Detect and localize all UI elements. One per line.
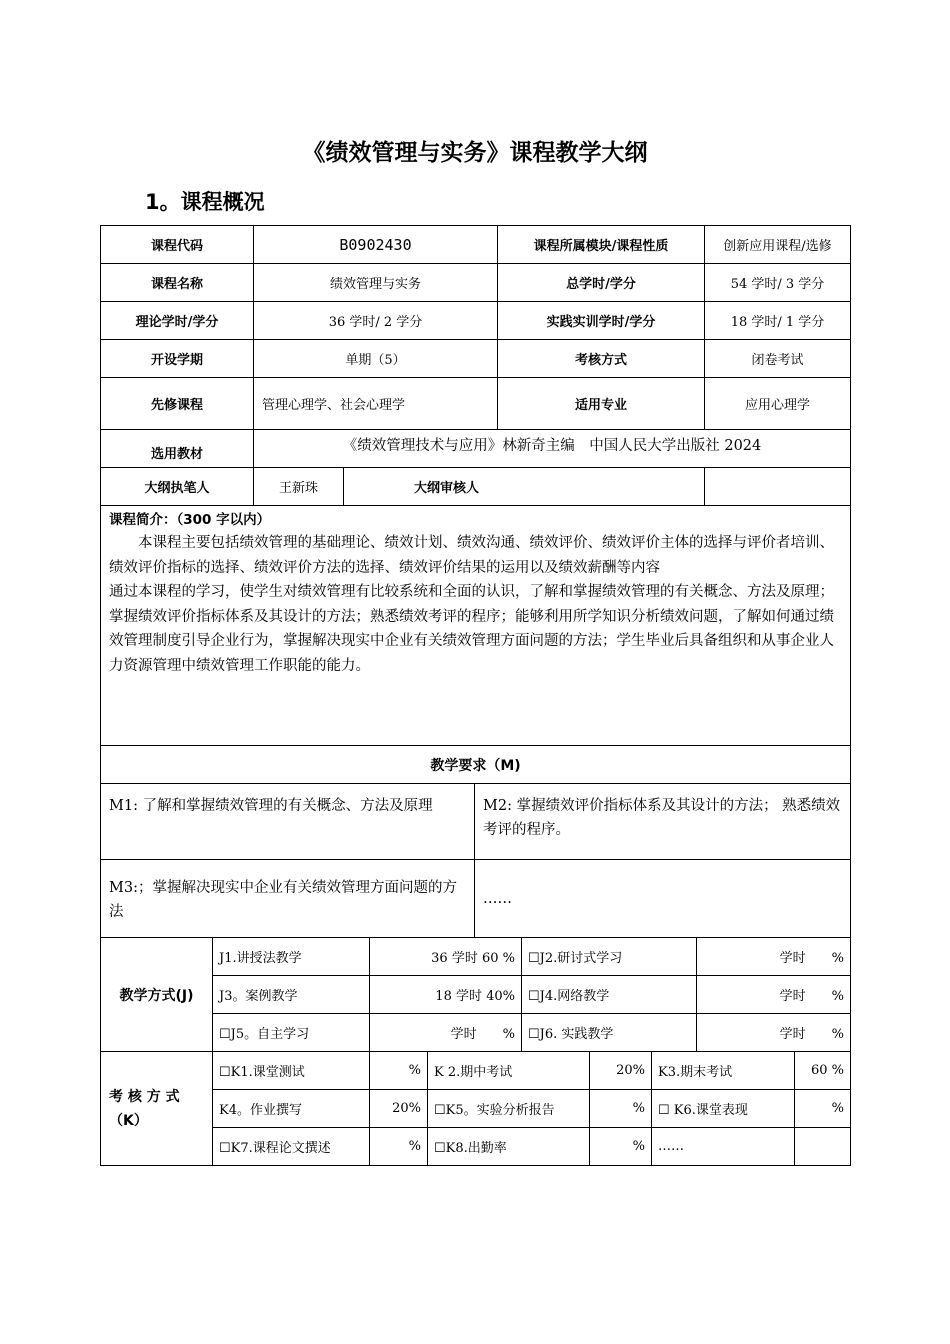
major-value: 应用心理学: [705, 378, 851, 430]
intro-table: [100, 505, 851, 938]
requirement-m4: ……: [475, 860, 851, 938]
prereq-label: 先修课程: [101, 378, 254, 430]
assessment-value: %: [590, 1090, 652, 1128]
method-cell: ☐J6. 实践教学: [522, 1014, 697, 1052]
assessment-item: K3.期末考试: [652, 1052, 795, 1090]
assessment-item: ☐K7.课程论文撰述: [213, 1128, 370, 1166]
assessment-value: 60 %: [795, 1052, 851, 1090]
page-title: 《绩效管理与实务》课程教学大纲: [302, 140, 648, 166]
module-label: 课程所属模块/课程性质: [498, 226, 705, 264]
method-cell: ☐J5。自主学习: [213, 1014, 370, 1052]
practice-label: 实践实训学时/学分: [498, 302, 705, 340]
assessment-value: 20%: [590, 1052, 652, 1090]
assessment-value: %: [370, 1128, 428, 1166]
intro-cell: [101, 506, 851, 746]
exam-value: 闭卷考试: [705, 340, 851, 378]
intro-heading: 课程简介：（300 字以内）: [109, 512, 271, 528]
exam-label: 考核方式: [498, 340, 705, 378]
assessment-value: %: [370, 1052, 428, 1090]
code-label: 课程代码: [101, 226, 254, 264]
name-value: 绩效管理与实务: [254, 264, 498, 302]
assessment-item: K 2.期中考试: [428, 1052, 590, 1090]
assessment-table: [100, 1051, 851, 1166]
method-cell: ☐J2.研讨式学习: [522, 938, 697, 976]
total-label: 总学时/学分: [498, 264, 705, 302]
theory-value: 36 学时/ 2 学分: [254, 302, 498, 340]
intro-paragraph-1: 本课程主要包括绩效管理的基础理论、绩效计划、绩效沟通、绩效评价、绩效评价主体的选择与评价者培训、绩效评价指标的选择、绩效评价方法的选择、绩效评价结果的运用以及绩效薪酬等内容: [109, 535, 834, 576]
method-value: 学时 %: [697, 1014, 851, 1052]
assessment-label: 考 核 方 式（K）: [101, 1052, 213, 1166]
requirement-m3: M3:；掌握解决现实中企业有关绩效管理方面问题的方法: [101, 860, 475, 938]
method-cell: J1.讲授法教学: [213, 938, 370, 976]
requirement-m2: M2: 掌握绩效评价指标体系及其设计的方法； 熟悉绩效考评的程序。: [475, 784, 851, 860]
semester-value: 单期（5）: [254, 340, 498, 378]
method-value: 36 学时 60 %: [370, 938, 522, 976]
assessment-item: ☐K5。实验分析报告: [428, 1090, 590, 1128]
practice-value: 18 学时/ 1 学分: [705, 302, 851, 340]
assessment-value: %: [795, 1090, 851, 1128]
total-value: 54 学时/ 3 学分: [705, 264, 851, 302]
author-label: 大纲执笔人: [101, 468, 254, 506]
methods-table: [100, 937, 851, 1052]
textbook-value: 《绩效管理技术与应用》林新奇主编 中国人民大学出版社 2024: [254, 430, 851, 468]
assessment-item: ☐K8.出勤率: [428, 1128, 590, 1166]
author-value: [254, 468, 344, 506]
prereq-value: 管理心理学、社会心理学: [254, 378, 498, 430]
assessment-item: ☐K1.课堂测试: [213, 1052, 370, 1090]
method-cell: ☐J4.网络教学: [522, 976, 697, 1014]
assessment-item: ☐ K6.课堂表现: [652, 1090, 795, 1128]
assessment-value: 20%: [370, 1090, 428, 1128]
reviewer-value: [705, 468, 851, 506]
method-cell: J3。案例教学: [213, 976, 370, 1014]
textbook-label: 选用教材: [101, 430, 254, 468]
assessment-item: K4。作业撰写: [213, 1090, 370, 1128]
module-value: 创新应用课程/选修: [705, 226, 851, 264]
method-value: 学时 %: [370, 1014, 522, 1052]
method-value: 学时 %: [697, 976, 851, 1014]
theory-label: 理论学时/学分: [101, 302, 254, 340]
method-value: 18 学时 40%: [370, 976, 522, 1014]
requirement-m1: M1: 了解和掌握绩效管理的有关概念、方法及原理: [101, 784, 475, 860]
semester-label: 开设学期: [101, 340, 254, 378]
code-value: B0902430: [254, 226, 498, 264]
requirements-heading: 教学要求（M): [101, 746, 851, 784]
overview-table: [100, 225, 851, 506]
section-heading: 1。课程概况: [145, 190, 265, 214]
methods-label: 教学方式(J): [101, 938, 213, 1052]
major-label: 适用专业: [498, 378, 705, 430]
intro-paragraph-2: 通过本课程的学习，使学生对绩效管理有比较系统和全面的认识，了解和掌握绩效管理的有关概念、方法及原理；掌握绩效评价指标体系及其设计的方法；熟悉绩效考评的程序；能够利用所学知识分析绩效问题，了解如何通过绩效管理制度引导企业行为，掌握解决现实中企业有关绩效管理方面问题的方法；学生毕业后具备组织和从事企业人力资源管理中绩效管理工作职能的能力。: [109, 584, 834, 674]
assessment-value: [795, 1128, 851, 1166]
name-label: 课程名称: [101, 264, 254, 302]
reviewer-label: 大纲审核人: [344, 468, 705, 506]
assessment-value: %: [590, 1128, 652, 1166]
assessment-item: ……: [652, 1128, 795, 1166]
author-name: 王新珠: [278, 481, 318, 496]
method-value: 学时 %: [697, 938, 851, 976]
